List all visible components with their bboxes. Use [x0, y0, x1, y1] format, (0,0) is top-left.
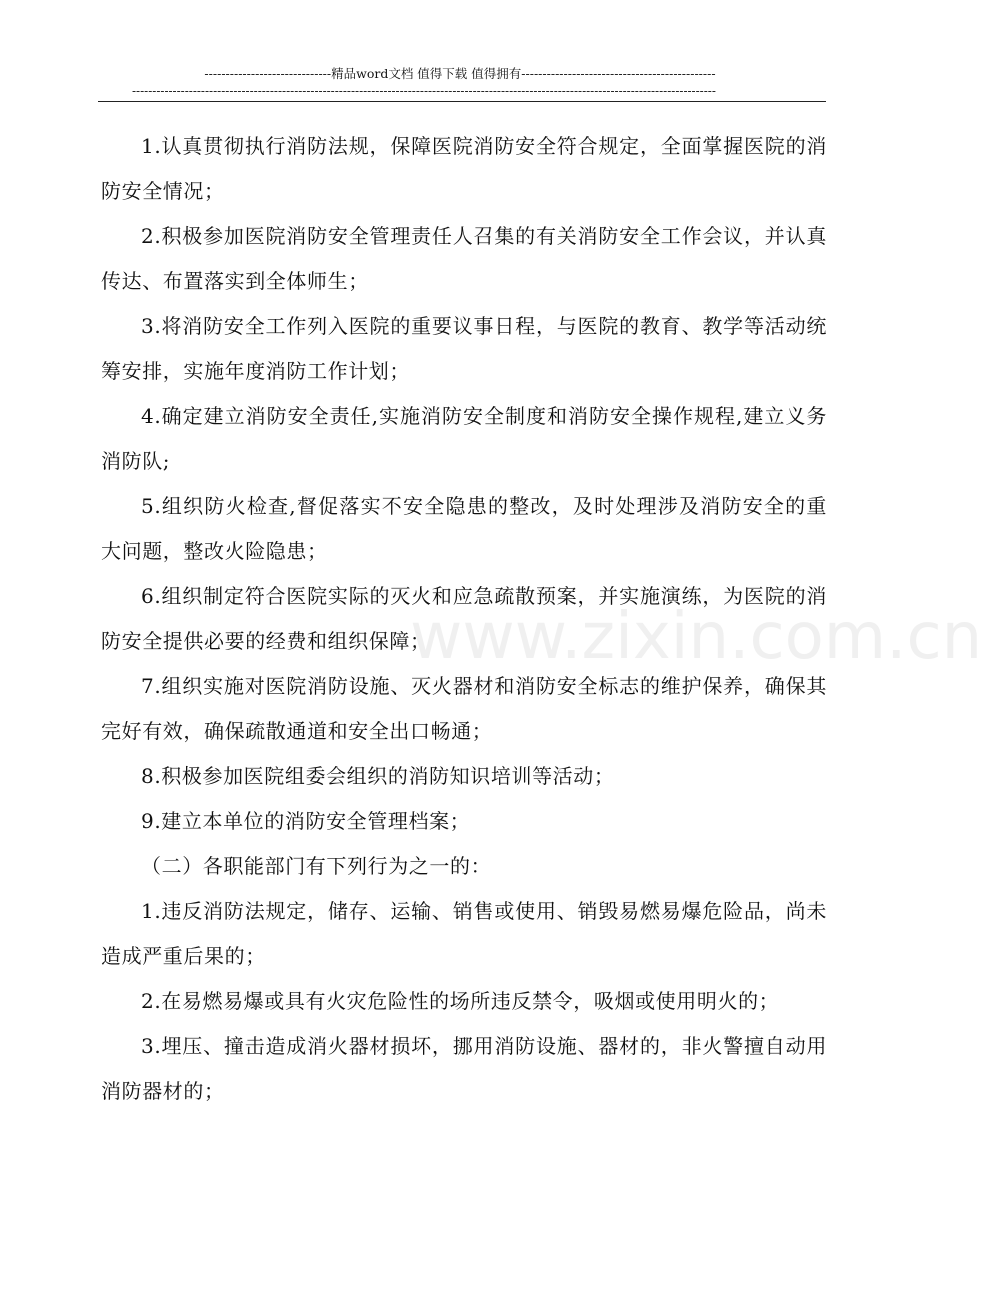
header-banner-text: ------------------------------精品word文档 值得下载 值得拥有----------------------------------------------	[204, 66, 716, 81]
paragraph-1: 1.认真贯彻执行消防法规，保障医院消防安全符合规定，全面掌握医院的消防安全情况；	[101, 134, 827, 203]
document-body	[101, 124, 827, 1114]
paragraph-2: 2.积极参加医院消防安全管理责任人召集的有关消防安全工作会议，并认真传达、布置落实到全体师生；	[101, 224, 827, 293]
paragraph-9: 9.建立本单位的消防安全管理档案；	[141, 809, 471, 833]
page-header	[0, 0, 920, 104]
paragraph-6: 6.组织制定符合医院实际的灭火和应急疏散预案，并实施演练，为医院的消防安全提供必要的经费和组织保障；	[101, 584, 827, 653]
paragraph-3: 3.将消防安全工作列入医院的重要议事日程，与医院的教育、教学等活动统筹安排，实施年度消防工作计划；	[101, 314, 827, 383]
section-heading: （二）各职能部门有下列行为之一的：	[141, 854, 492, 878]
header-dashed-line: ------------------------------------------------------------------------------------------------------------------------------------------------	[132, 84, 716, 98]
header-divider	[98, 101, 826, 102]
paragraph-7: 7.组织实施对医院消防设施、灭火器材和消防安全标志的维护保养，确保其完好有效，确保疏散通道和安全出口畅通；	[101, 674, 827, 743]
watermark: www.zixin.com.cn	[410, 600, 982, 674]
paragraph-10: 1.违反消防法规定，储存、运输、销售或使用、销毁易燃易爆危险品，尚未造成严重后果的；	[101, 899, 827, 968]
paragraph-8: 8.积极参加医院组委会组织的消防知识培训等活动；	[141, 764, 615, 788]
paragraph-11: 2.在易燃易爆或具有火灾危险性的场所违反禁令，吸烟或使用明火的；	[141, 989, 780, 1013]
paragraph-4: 4.确定建立消防安全责任,实施消防安全制度和消防安全操作规程,建立义务消防队;	[101, 404, 827, 473]
paragraph-5: 5.组织防火检查,督促落实不安全隐患的整改，及时处理涉及消防安全的重大问题，整改火险隐患；	[101, 494, 827, 563]
paragraph-12: 3.埋压、撞击造成消火器材损坏，挪用消防设施、器材的，非火警擅自动用消防器材的；	[101, 1034, 827, 1103]
